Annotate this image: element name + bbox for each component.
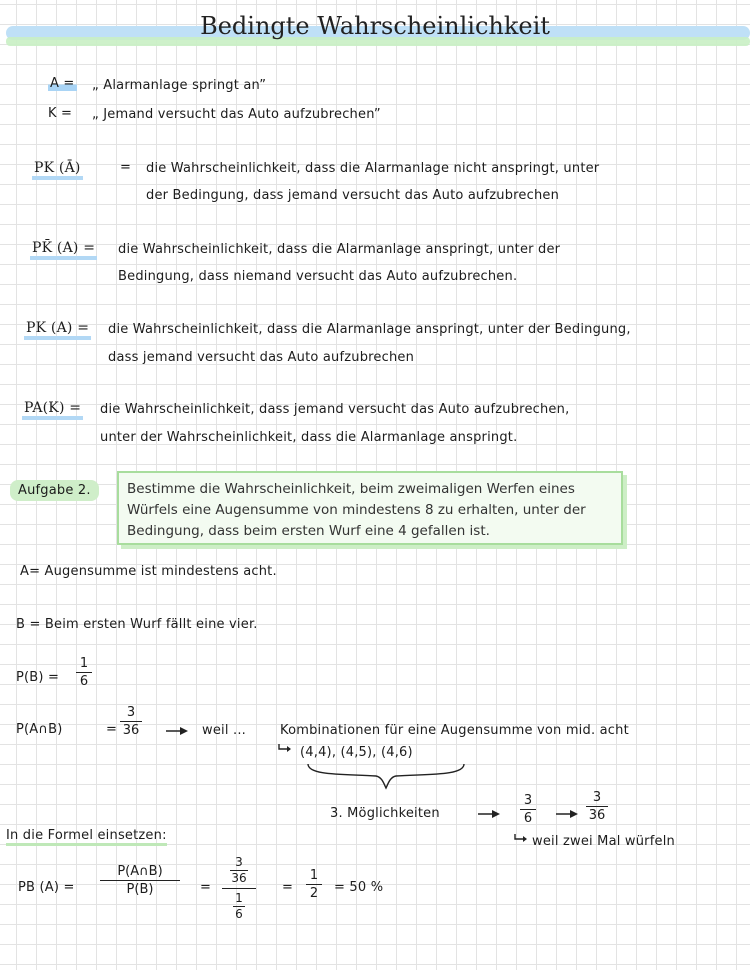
cond-1-eq: = [120, 160, 132, 175]
m-fraction-1: 3 6 [520, 793, 536, 826]
formula-eq-2: = [282, 880, 294, 895]
def-a-text: „ Alarmanlage springt an” [92, 78, 267, 93]
page-title: Bedingte Wahrscheinlichkeit [200, 12, 550, 40]
pb-label: P(B) = [16, 670, 60, 685]
cond-3-label: PK (A) = [24, 320, 91, 336]
cond-1-label: PK (Ā) [32, 160, 83, 176]
cond-4-line1: die Wahrscheinlichkeit, dass jemand versucht das Auto aufzubrechen, [100, 402, 570, 417]
cond-4-label: PA(K) = [22, 400, 83, 416]
formula-fraction: P(A∩B) P(B) [100, 864, 180, 897]
cond-4-line2: unter der Wahrscheinlichkeit, dass die Alarmanlage anspringt. [100, 430, 518, 445]
formula-eq-1: = [200, 880, 212, 895]
event-b-def: B = Beim ersten Wurf fällt eine vier. [16, 617, 258, 632]
weil-text: weil ... [202, 723, 246, 738]
result-text: = 50 % [334, 880, 384, 895]
pab-eq: = [106, 722, 118, 737]
curly-brace-icon [306, 762, 466, 790]
arrow-right-icon [478, 810, 502, 818]
pb-fraction: 1 6 [76, 656, 92, 689]
event-a-def: A= Augensumme ist mindestens acht. [20, 564, 277, 579]
formula-intro: In die Formel einsetzen: [6, 828, 167, 846]
pab-label: P(A∩B) [16, 722, 63, 737]
pab-fraction: 3 36 [120, 705, 142, 738]
def-a-label: A = [50, 76, 75, 91]
cond-3-line1: die Wahrscheinlichkeit, dass die Alarmanlage anspringt, unter der Bedingung, [108, 322, 631, 337]
cond-1-line2: der Bedingung, dass jemand versucht das Auto aufzubrechen [146, 188, 560, 203]
arrow-right-icon [556, 810, 580, 818]
cond-3-line2: dass jemand versucht das Auto aufzubrechen [108, 350, 415, 365]
return-arrow-icon [278, 744, 292, 754]
cond-2-label: PK̄ (A) = [30, 240, 97, 256]
moeglichkeiten-text: 3. Möglichkeiten [330, 806, 440, 821]
def-k-label: K = [48, 106, 73, 121]
m-fraction-2: 3 36 [586, 790, 608, 823]
combinations-title: Kombinationen für eine Augensumme von mid. acht [280, 723, 629, 738]
reason-text: weil zwei Mal würfeln [532, 834, 675, 849]
task-box: Bestimme die Wahrscheinlichkeit, beim zweimaligen Werfen eines Würfels eine Augensumme von mindestens 8 zu erhalten, unter der Bedingung, dass beim ersten Wurf eine 4 gefallen ist. [117, 471, 623, 545]
cond-2-line1: die Wahrscheinlichkeit, dass die Alarmanlage anspringt, unter der [118, 242, 561, 257]
task-label: Aufgabe 2. [10, 483, 99, 498]
cond-2-line2: Bedingung, dass niemand versucht das Auto aufzubrechen. [118, 269, 518, 284]
def-k-text: „ Jemand versucht das Auto aufzubrechen” [92, 107, 381, 122]
return-arrow-icon [514, 834, 528, 844]
formula-double-fraction: 3 36 1 6 [222, 856, 256, 921]
combinations-list: (4,4), (4,5), (4,6) [300, 745, 413, 760]
cond-1-line1: die Wahrscheinlichkeit, dass die Alarmanlage nicht anspringt, unter [146, 161, 600, 176]
arrow-right-icon [166, 727, 190, 735]
half-fraction: 1 2 [306, 868, 322, 901]
formula-label: PB (A) = [18, 880, 75, 895]
